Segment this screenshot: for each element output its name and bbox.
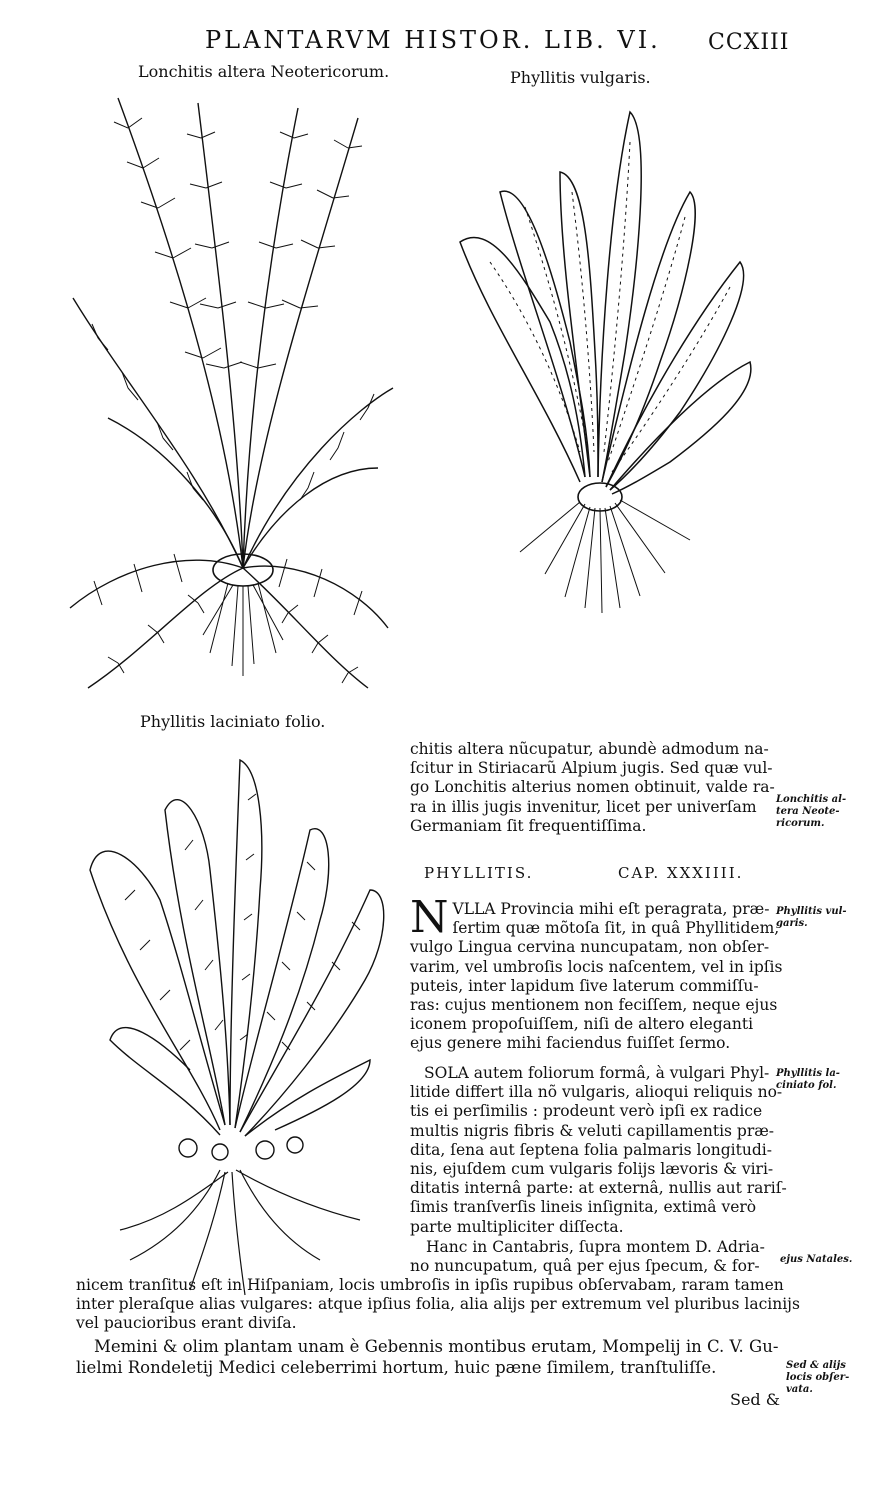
text-line: vulgo Lingua cervina nuncupatam, non obſer-	[410, 938, 770, 957]
intro-text-block	[410, 740, 775, 836]
margin-note-line: locis obſer-	[786, 1372, 850, 1383]
text-line: puteis, inter lapidum ſive laterum commiſſu-	[410, 976, 759, 995]
margin-note-sed-alijs	[786, 1360, 849, 1396]
margin-note-phyllitis-laciniato	[776, 1068, 840, 1092]
chapter-title: PHYLLITIS.	[424, 864, 534, 882]
drop-cap: N	[410, 892, 449, 943]
running-head: PLANTARVM HISTOR. LIB. VI.	[205, 26, 661, 54]
text-line: nicem tranſitus eſt in Hiſpaniam, locis umbroſis in ipſis rupibus obſervabam, raram tamen	[76, 1276, 784, 1294]
text-line: VLLA Provincia mihi eſt peragrata, præ-	[452, 900, 770, 918]
text-line: ras: cujus mentionem non feciſſem, neque ejus	[410, 996, 778, 1015]
text-line: tis ei perſimilis : prodeunt verò ipſi ex radice	[410, 1102, 763, 1121]
text-line: no nuncupatum, quâ per ejus ſpecum, & for-	[410, 1257, 760, 1276]
leaf-sori	[490, 142, 730, 472]
text-line: nis, ejuſdem cum vulgaris folijs lævoris & viri-	[410, 1160, 774, 1179]
woodcut-phyllitis-laciniato-illustration	[70, 740, 400, 1300]
margin-note-line: tera Neote-	[776, 806, 840, 817]
text-line: iconem propoſuiſſem, niſi de altero eleganti	[410, 1015, 754, 1034]
margin-note-phyllitis-vulgaris	[776, 906, 847, 930]
text-line: Hanc in Cantabris, ſupra montem D. Adria-	[426, 1238, 765, 1256]
full-width-text	[76, 1276, 800, 1334]
fern-roots	[203, 583, 283, 676]
text-line: ſcitur in Stiriacarũ Alpium jugis. Sed quæ vul-	[410, 759, 773, 778]
paragraph-4	[76, 1336, 779, 1378]
figure-caption-phyllitis-laciniato: Phyllitis laciniato folio.	[140, 712, 326, 731]
figure-caption-lonchitis: Lonchitis altera Neotericorum.	[138, 62, 390, 81]
fiddleheads	[179, 1137, 303, 1160]
margin-note-line: Lonchitis al-	[776, 794, 847, 805]
margin-note-line: ejus Natales.	[780, 1254, 853, 1265]
laciniate-leaves	[90, 760, 384, 1136]
paragraph-2	[410, 1064, 787, 1237]
chapter-number: CAP. XXXIIII.	[618, 864, 744, 882]
text-line: go Lonchitis alterius nomen obtinuit, valde ra-	[410, 778, 775, 797]
text-line: varim, vel umbroſis locis naſcentem, vel in ipſis	[410, 957, 783, 976]
roots	[520, 500, 690, 613]
folio-number: CCXIII	[708, 30, 790, 55]
text-line: litide differt illa nõ vulgaris, alioqui reliquis no-	[410, 1083, 783, 1102]
text-line: inter pleraſque alias vulgares: atque ipſius folia, alia alijs per extremum vel pluribus lacinijs	[76, 1295, 800, 1314]
text-line: ſertim quæ mõtoſa ſit, in quâ Phyllitidem,	[452, 919, 780, 938]
text-line: parte multipliciter diſſecta.	[410, 1217, 624, 1236]
text-line: lielmi Rondeletij Medici celeberrimi hortum, huic pæne ſimilem, tranſtuliſſe.	[76, 1358, 717, 1377]
text-line: SOLA autem foliorum formâ, à vulgari Phyl-	[424, 1064, 770, 1082]
text-line: dita, ſena aut ſeptena folia palmaris longitudi-	[410, 1140, 772, 1159]
woodcut-phyllitis-vulgaris-illustration	[450, 92, 760, 632]
margin-note-lonchitis	[776, 794, 846, 830]
margin-note-line: Sed & alijs	[786, 1360, 846, 1371]
text-line: ſimis tranſverſis lineis inſignita, extimâ verò	[410, 1198, 757, 1217]
catchword: Sed &	[730, 1390, 780, 1409]
margin-note-line: garis.	[776, 918, 808, 929]
leaf-veins	[125, 794, 360, 1050]
fern-fronds	[70, 98, 393, 688]
margin-note-line: vata.	[786, 1384, 813, 1395]
figure-caption-phyllitis-vulgaris: Phyllitis vulgaris.	[510, 68, 651, 87]
margin-note-line: Phyllitis la-	[776, 1068, 840, 1079]
leaf-base	[578, 483, 622, 511]
woodcut-lonchitis-illustration	[68, 88, 398, 698]
text-line: ditatis internâ parte: at externâ, nullis aut rariſ-	[410, 1179, 787, 1198]
margin-note-natales	[780, 1254, 852, 1266]
text-line: ejus genere mihi faciendus fuiſſet ſermo.	[410, 1034, 731, 1053]
text-line: multis nigris fibris & veluti capillamentis præ-	[410, 1121, 775, 1140]
fern-pinnae	[92, 118, 374, 683]
margin-note-line: ricorum.	[776, 818, 825, 829]
margin-note-line: ciniato fol.	[776, 1080, 837, 1091]
paragraph-3	[410, 1238, 775, 1276]
text-line: ra in illis jugis invenitur, licet per univerſam	[410, 797, 757, 816]
text-line: vel paucioribus erant diviſa.	[76, 1314, 297, 1333]
text-line: chitis altera nũcupatur, abundè admodum na-	[410, 740, 769, 758]
margin-note-line: Phyllitis vul-	[776, 906, 847, 917]
text-line: Germaniam ſit frequentiſſima.	[410, 816, 647, 835]
paragraph-1	[410, 892, 783, 1054]
text-line: Memini & olim plantam unam è Gebennis montibus erutam, Mompelij in C. V. Gu-	[94, 1337, 779, 1356]
